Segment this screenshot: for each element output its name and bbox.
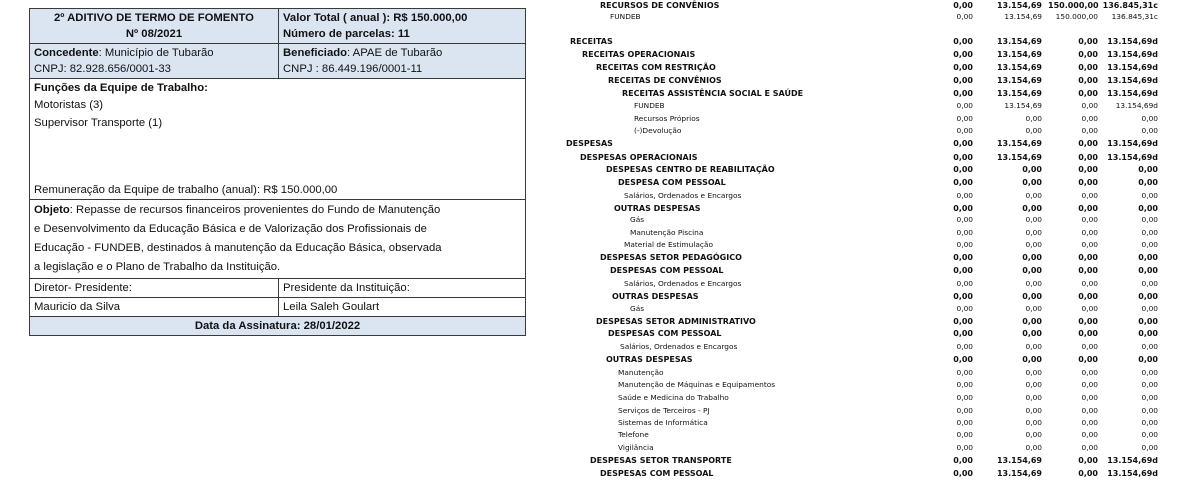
ledger-value-v4: 13.154,69d xyxy=(1107,63,1158,72)
ledger-value-v1: 0,00 xyxy=(956,101,973,110)
ledger-value-v2: 0,00 xyxy=(1025,304,1042,313)
concedente-line xyxy=(34,45,274,61)
ledger-value-v4: 13.154,69d xyxy=(1107,37,1158,46)
ledger-account-label: Manutenção Piscina xyxy=(630,228,704,237)
ledger-row xyxy=(560,62,1200,74)
ledger-row xyxy=(560,392,1200,404)
ledger-value-v2: 0,00 xyxy=(1025,430,1042,439)
beneficiado-value: : APAE de Tubarão xyxy=(347,47,443,59)
ledger-row xyxy=(560,405,1200,417)
ledger-value-v3: 0,00 xyxy=(1078,165,1098,174)
ledger-account-label: RECEITAS DE CONVÊNIOS xyxy=(608,76,722,85)
ledger-value-v1: 0,00 xyxy=(953,456,973,465)
beneficiado-key: Beneficiado xyxy=(283,47,348,59)
ledger-value-v1: 0,00 xyxy=(953,253,973,262)
ledger-value-v2: 0,00 xyxy=(1022,266,1042,275)
ledger-row xyxy=(560,455,1200,467)
ledger-value-v4: 0,00 xyxy=(1141,114,1158,123)
ledger-value-v3: 150.000,00 xyxy=(1055,12,1098,21)
ledger-account-label: OUTRAS DESPESAS xyxy=(614,204,701,213)
data-assinatura: Data da Assinatura: 28/01/2022 xyxy=(194,320,361,332)
ledger-value-v4: 13.154,69d xyxy=(1107,76,1158,85)
ledger-value-v4: 0,00 xyxy=(1141,279,1158,288)
aditivo-title-line1: 2º ADITIVO DE TERMO DE FOMENTO xyxy=(54,12,254,24)
ledger-value-v4: 0,00 xyxy=(1138,329,1158,338)
ledger-account-label: Manutenção xyxy=(618,368,664,377)
ledger-value-v4: 13.154,69d xyxy=(1115,101,1158,110)
ledger-value-v4: 0,00 xyxy=(1141,443,1158,452)
objeto-line: Educação - FUNDEB, destinados à manutenção da Educação Básica, observada xyxy=(34,242,442,254)
ledger-value-v2: 0,00 xyxy=(1022,253,1042,262)
ledger-account-label: DESPESAS COM PESSOAL xyxy=(600,469,714,478)
ledger-value-v4: 13.154,69d xyxy=(1107,469,1158,478)
ledger-value-v3: 0,00 xyxy=(1078,139,1098,148)
ledger-value-v3: 0,00 xyxy=(1078,63,1098,72)
ledger-row xyxy=(560,354,1200,366)
ledger-account-label: Manutenção de Máquinas e Equipamentos xyxy=(618,380,776,389)
ledger-value-v1: 0,00 xyxy=(956,12,973,21)
ledger-account-label: FUNDEB xyxy=(610,12,641,21)
ledger-value-v4: 0,00 xyxy=(1141,368,1158,377)
ledger-value-v3: 0,00 xyxy=(1078,89,1098,98)
ledger-value-v2: 0,00 xyxy=(1025,443,1042,452)
objeto-line: a legislação e o Plano de Trabalho da Instituição. xyxy=(34,261,281,273)
ledger-value-v3: 0,00 xyxy=(1081,101,1098,110)
numero-parcelas: Número de parcelas: 11 xyxy=(283,28,410,40)
ledger-value-v2: 13.154,69 xyxy=(996,139,1042,148)
ledger-value-v2: 0,00 xyxy=(1025,228,1042,237)
ledger-value-v2: 13.154,69 xyxy=(996,89,1042,98)
ledger-value-v1: 0,00 xyxy=(953,63,973,72)
ledger-account-label: DESPESAS SETOR PEDAGÓGICO xyxy=(600,253,742,262)
ledger-account-label: OUTRAS DESPESAS xyxy=(612,292,699,301)
ledger-account-label: (-)Devolução xyxy=(634,126,682,135)
funcao-item: Motoristas (3) xyxy=(34,99,104,111)
diretor-label: Diretor- Presidente: xyxy=(34,282,132,294)
ledger-value-v2: 0,00 xyxy=(1025,126,1042,135)
ledger-value-v2: 0,00 xyxy=(1022,204,1042,213)
ledger-value-v4: 0,00 xyxy=(1141,191,1158,200)
ledger-account-label: Telefone xyxy=(618,430,649,439)
ledger-value-v4: 0,00 xyxy=(1141,126,1158,135)
ledger-value-v1: 0,00 xyxy=(956,406,973,415)
funcao-item: Supervisor Transporte (1) xyxy=(34,117,163,129)
ledger-row xyxy=(560,239,1200,251)
ledger-value-v1: 0,00 xyxy=(956,191,973,200)
ledger-value-v3: 0,00 xyxy=(1081,191,1098,200)
ledger-row xyxy=(560,367,1200,379)
ledger-row xyxy=(560,379,1200,391)
ledger-value-v3: 0,00 xyxy=(1081,279,1098,288)
ledger-value-v3: 0,00 xyxy=(1081,304,1098,313)
ledger-value-v2: 13.154,69 xyxy=(996,456,1042,465)
ledger-value-v2: 13.154,69 xyxy=(996,153,1042,162)
ledger-value-v4: 13.154,69d xyxy=(1107,89,1158,98)
concedente-cnpj: CNPJ: 82.928.656/0001-33 xyxy=(34,63,171,75)
ledger-value-v4: 0,00 xyxy=(1141,342,1158,351)
ledger-row xyxy=(560,341,1200,353)
objeto-cell xyxy=(30,200,526,279)
ledger-account-label: Salários, Ordenados e Encargos xyxy=(624,279,742,288)
objeto-text: : Repasse de recursos financeiros provenientes do Fundo de Manutenção xyxy=(69,204,441,216)
ledger-value-v3: 0,00 xyxy=(1081,228,1098,237)
ledger-value-v4: 13.154,69d xyxy=(1107,139,1158,148)
concedente-value: : Município de Tubarão xyxy=(98,47,214,59)
ledger-value-v4: 0,00 xyxy=(1138,178,1158,187)
ledger-account-label: Salários, Ordenados e Encargos xyxy=(620,342,738,351)
ledger-value-v2: 0,00 xyxy=(1025,368,1042,377)
ledger-value-v1: 0,00 xyxy=(953,317,973,326)
ledger-value-v1: 0,00 xyxy=(956,342,973,351)
ledger-value-v3: 0,00 xyxy=(1081,126,1098,135)
ledger-value-v1: 0,00 xyxy=(956,393,973,402)
ledger-value-v3: 0,00 xyxy=(1081,406,1098,415)
ledger-value-v1: 0,00 xyxy=(956,304,973,313)
ledger-value-v1: 0,00 xyxy=(953,153,973,162)
funcoes-cell xyxy=(30,79,526,200)
ledger-value-v1: 0,00 xyxy=(953,50,973,59)
ledger-account-label: Material de Estimulação xyxy=(624,240,714,249)
ledger-value-v2: 0,00 xyxy=(1022,165,1042,174)
presidente-cell xyxy=(279,279,526,298)
ledger-value-v4: 0,00 xyxy=(1138,292,1158,301)
ledger-row xyxy=(560,291,1200,303)
ledger-value-v3: 0,00 xyxy=(1078,292,1098,301)
ledger-account-label: Serviços de Terceiros - PJ xyxy=(618,406,710,415)
ledger-account-label: RECEITAS COM RESTRIÇÃO xyxy=(596,63,716,72)
ledger-value-v3: 0,00 xyxy=(1078,266,1098,275)
ledger-value-v4: 0,00 xyxy=(1141,215,1158,224)
ledger-value-v1: 0,00 xyxy=(953,139,973,148)
ledger-value-v2: 0,00 xyxy=(1025,191,1042,200)
ledger-value-v3: 0,00 xyxy=(1078,253,1098,262)
ledger-account-label: DESPESAS xyxy=(566,139,613,148)
ledger-value-v2: 0,00 xyxy=(1025,393,1042,402)
ledger-value-v3: 0,00 xyxy=(1078,153,1098,162)
ledger-account-label: DESPESAS CENTRO DE REABILITAÇÃO xyxy=(606,165,775,174)
ledger-value-v2: 0,00 xyxy=(1025,406,1042,415)
ledger-report xyxy=(560,0,1200,480)
ledger-value-v4: 0,00 xyxy=(1141,430,1158,439)
ledger-account-label: FUNDEB xyxy=(634,101,665,110)
ledger-value-v1: 0,00 xyxy=(953,37,973,46)
ledger-account-label: Vigilância xyxy=(618,443,654,452)
ledger-account-label: RECEITAS OPERACIONAIS xyxy=(582,50,696,59)
ledger-account-label: DESPESAS SETOR TRANSPORTE xyxy=(590,456,732,465)
ledger-account-label: RECURSOS DE CONVÊNIOS xyxy=(600,1,720,10)
ledger-value-v3: 0,00 xyxy=(1078,456,1098,465)
ledger-value-v4: 0,00 xyxy=(1138,317,1158,326)
ledger-account-label: Recursos Próprios xyxy=(634,114,700,123)
ledger-value-v3: 0,00 xyxy=(1078,317,1098,326)
ledger-value-v4: 0,00 xyxy=(1141,418,1158,427)
ledger-value-v1: 0,00 xyxy=(953,178,973,187)
ledger-value-v2: 0,00 xyxy=(1022,317,1042,326)
ledger-value-v2: 13.154,69 xyxy=(996,1,1042,10)
ledger-value-v2: 0,00 xyxy=(1025,240,1042,249)
ledger-value-v1: 0,00 xyxy=(956,430,973,439)
ledger-row xyxy=(560,88,1200,100)
ledger-value-v3: 0,00 xyxy=(1081,342,1098,351)
ledger-account-label: DESPESAS OPERACIONAIS xyxy=(580,153,698,162)
ledger-value-v1: 0,00 xyxy=(953,292,973,301)
fomento-summary-card xyxy=(29,8,526,336)
concedente-key: Concedente xyxy=(34,47,99,59)
diretor-name-cell xyxy=(30,298,279,317)
ledger-value-v1: 0,00 xyxy=(953,89,973,98)
ledger-account-label: Gás xyxy=(630,215,645,224)
ledger-value-v2: 0,00 xyxy=(1022,292,1042,301)
ledger-value-v2: 0,00 xyxy=(1025,114,1042,123)
ledger-row xyxy=(560,252,1200,264)
ledger-value-v4: 0,00 xyxy=(1138,253,1158,262)
ledger-value-v3: 0,00 xyxy=(1081,380,1098,389)
ledger-value-v2: 13.154,69 xyxy=(996,37,1042,46)
ledger-account-label: RECEITAS xyxy=(570,37,613,46)
ledger-account-label: Saúde e Medicina do Trabalho xyxy=(618,393,729,402)
ledger-value-v1: 0,00 xyxy=(956,380,973,389)
ledger-account-label: Sistemas de Informática xyxy=(618,418,708,427)
ledger-value-v4: 0,00 xyxy=(1141,380,1158,389)
beneficiado-line xyxy=(283,45,521,61)
ledger-account-label: DESPESAS COM PESSOAL xyxy=(610,266,724,275)
ledger-value-v2: 0,00 xyxy=(1025,215,1042,224)
funcoes-list xyxy=(34,96,521,132)
ledger-account-label: DESPESAS SETOR ADMINISTRATIVO xyxy=(596,317,756,326)
assinatura-cell xyxy=(30,317,526,336)
ledger-row xyxy=(560,75,1200,87)
ledger-value-v4: 0,00 xyxy=(1138,355,1158,364)
ledger-value-v3: 0,00 xyxy=(1078,469,1098,478)
ledger-value-v4: 136.845,31c xyxy=(1102,1,1158,10)
ledger-value-v1: 0,00 xyxy=(956,418,973,427)
ledger-value-v3: 0,00 xyxy=(1081,430,1098,439)
ledger-value-v3: 0,00 xyxy=(1081,418,1098,427)
ledger-value-v1: 0,00 xyxy=(956,215,973,224)
ledger-value-v1: 0,00 xyxy=(953,329,973,338)
ledger-account-label: OUTRAS DESPESAS xyxy=(606,355,693,364)
ledger-row xyxy=(560,152,1200,164)
valor-total: Valor Total ( anual ): R$ 150.000,00 xyxy=(283,12,468,24)
ledger-row xyxy=(560,316,1200,328)
ledger-value-v3: 0,00 xyxy=(1081,443,1098,452)
ledger-value-v1: 0,00 xyxy=(953,1,973,10)
ledger-row xyxy=(560,11,1200,23)
ledger-value-v3: 0,00 xyxy=(1081,114,1098,123)
ledger-value-v1: 0,00 xyxy=(956,240,973,249)
ledger-value-v1: 0,00 xyxy=(953,355,973,364)
total-cell xyxy=(279,9,526,44)
ledger-value-v1: 0,00 xyxy=(953,266,973,275)
ledger-value-v2: 0,00 xyxy=(1025,380,1042,389)
ledger-row xyxy=(560,227,1200,239)
ledger-value-v2: 0,00 xyxy=(1022,178,1042,187)
aditivo-number: Nº 08/2021 xyxy=(125,28,183,40)
ledger-value-v1: 0,00 xyxy=(956,443,973,452)
ledger-value-v3: 0,00 xyxy=(1081,215,1098,224)
beneficiado-cnpj: CNPJ : 86.449.196/0001-11 xyxy=(283,63,423,75)
ledger-value-v3: 0,00 xyxy=(1078,355,1098,364)
ledger-value-v4: 0,00 xyxy=(1141,393,1158,402)
ledger-account-label: RECEITAS ASSISTÊNCIA SOCIAL E SAÚDE xyxy=(622,89,804,98)
ledger-value-v1: 0,00 xyxy=(953,204,973,213)
objeto-line: e Desenvolvimento da Educação Básica e de Valorização dos Profissionais de xyxy=(34,223,427,235)
ledger-row xyxy=(560,177,1200,189)
presidente-name-cell xyxy=(279,298,526,317)
ledger-value-v3: 0,00 xyxy=(1081,368,1098,377)
ledger-account-label: Salários, Ordenados e Encargos xyxy=(624,191,742,200)
ledger-value-v3: 0,00 xyxy=(1081,393,1098,402)
ledger-row xyxy=(560,36,1200,48)
ledger-value-v4: 0,00 xyxy=(1138,266,1158,275)
ledger-row xyxy=(560,138,1200,150)
ledger-value-v1: 0,00 xyxy=(953,76,973,85)
ledger-value-v2: 13.154,69 xyxy=(996,76,1042,85)
ledger-value-v3: 0,00 xyxy=(1078,329,1098,338)
ledger-row xyxy=(560,442,1200,454)
ledger-value-v3: 0,00 xyxy=(1078,76,1098,85)
ledger-value-v2: 0,00 xyxy=(1025,279,1042,288)
ledger-row xyxy=(560,100,1200,112)
aditivo-title xyxy=(30,9,279,44)
ledger-value-v4: 0,00 xyxy=(1141,304,1158,313)
ledger-value-v4: 0,00 xyxy=(1141,228,1158,237)
ledger-row xyxy=(560,164,1200,176)
objeto-key: Objeto xyxy=(34,204,70,216)
ledger-value-v2: 13.154,69 xyxy=(1004,101,1042,110)
ledger-value-v4: 0,00 xyxy=(1138,165,1158,174)
ledger-value-v4: 0,00 xyxy=(1138,204,1158,213)
ledger-value-v3: 0,00 xyxy=(1078,178,1098,187)
ledger-value-v1: 0,00 xyxy=(956,228,973,237)
ledger-value-v2: 13.154,69 xyxy=(996,469,1042,478)
ledger-value-v3: 0,00 xyxy=(1081,240,1098,249)
ledger-value-v1: 0,00 xyxy=(956,114,973,123)
ledger-value-v2: 0,00 xyxy=(1022,329,1042,338)
ledger-row xyxy=(560,190,1200,202)
ledger-account-label: DESPESA COM PESSOAL xyxy=(618,178,726,187)
ledger-value-v4: 136.845,31c xyxy=(1111,12,1158,21)
ledger-row xyxy=(560,113,1200,125)
ledger-row xyxy=(560,468,1200,480)
ledger-row xyxy=(560,214,1200,226)
ledger-value-v1: 0,00 xyxy=(956,279,973,288)
ledger-value-v3: 0,00 xyxy=(1078,50,1098,59)
ledger-row xyxy=(560,125,1200,137)
ledger-row xyxy=(560,417,1200,429)
diretor-name: Mauricio da Silva xyxy=(34,301,121,313)
diretor-cell xyxy=(30,279,279,298)
ledger-value-v3: 150.000,00 xyxy=(1048,1,1099,10)
ledger-value-v2: 0,00 xyxy=(1025,342,1042,351)
funcoes-heading: Funções da Equipe de Trabalho: xyxy=(34,82,208,94)
ledger-account-label: Gás xyxy=(630,304,645,313)
ledger-value-v4: 13.154,69d xyxy=(1107,153,1158,162)
ledger-value-v2: 13.154,69 xyxy=(996,50,1042,59)
ledger-value-v1: 0,00 xyxy=(953,469,973,478)
ledger-row xyxy=(560,303,1200,315)
concedente-cell xyxy=(30,44,279,79)
ledger-value-v4: 13.154,69d xyxy=(1107,456,1158,465)
ledger-value-v4: 0,00 xyxy=(1141,240,1158,249)
ledger-account-label: DESPESAS COM PESSOAL xyxy=(608,329,722,338)
ledger-row xyxy=(560,328,1200,340)
ledger-row xyxy=(560,265,1200,277)
ledger-row xyxy=(560,429,1200,441)
ledger-row xyxy=(560,278,1200,290)
remuneracao-line: Remuneração da Equipe de trabalho (anual): R$ 150.000,00 xyxy=(34,184,338,196)
presidente-label: Presidente da Instituição: xyxy=(283,282,410,294)
ledger-value-v1: 0,00 xyxy=(956,368,973,377)
beneficiado-cell xyxy=(279,44,526,79)
ledger-value-v2: 13.154,69 xyxy=(996,63,1042,72)
ledger-value-v2: 0,00 xyxy=(1022,355,1042,364)
ledger-value-v1: 0,00 xyxy=(956,126,973,135)
ledger-value-v2: 0,00 xyxy=(1025,418,1042,427)
ledger-value-v3: 0,00 xyxy=(1078,204,1098,213)
ledger-row xyxy=(560,49,1200,61)
ledger-value-v3: 0,00 xyxy=(1078,37,1098,46)
objeto-line xyxy=(34,201,521,220)
ledger-value-v1: 0,00 xyxy=(953,165,973,174)
ledger-value-v4: 13.154,69d xyxy=(1107,50,1158,59)
presidente-name: Leila Saleh Goulart xyxy=(283,301,380,313)
ledger-value-v2: 13.154,69 xyxy=(1004,12,1042,21)
ledger-value-v4: 0,00 xyxy=(1141,406,1158,415)
